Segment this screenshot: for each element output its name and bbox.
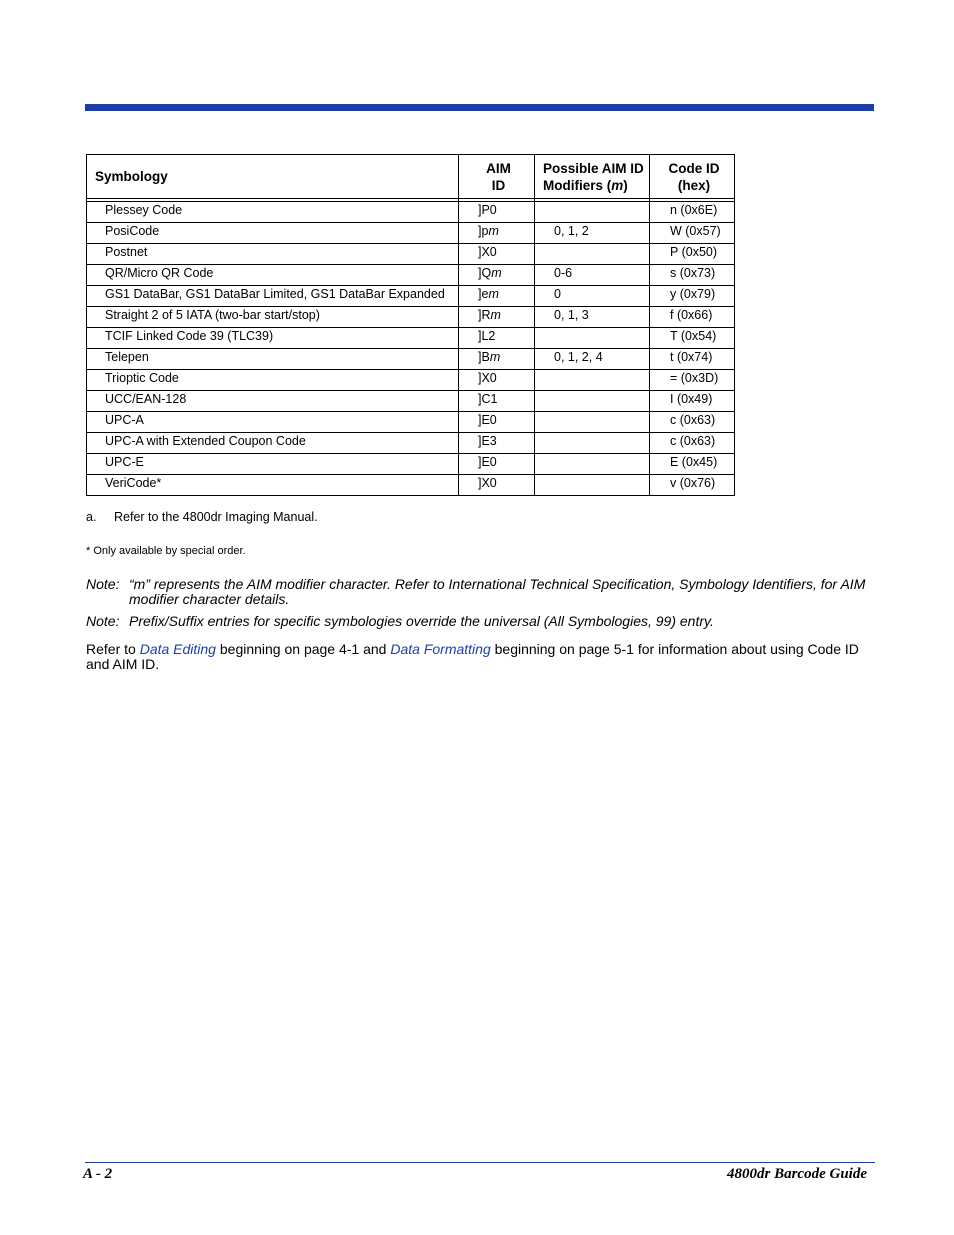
cell-symbology: TCIF Linked Code 39 (TLC39): [87, 328, 459, 349]
cell-code-id: T (0x54): [650, 328, 735, 349]
cell-symbology: QR/Micro QR Code: [87, 265, 459, 286]
cell-modifiers: [535, 391, 650, 412]
cell-aim-id: ]Qm: [459, 265, 535, 286]
cell-code-id: E (0x45): [650, 454, 735, 475]
cell-code-id: y (0x79): [650, 286, 735, 307]
cell-modifiers: [535, 475, 650, 496]
header-aim-id: AIM ID: [459, 155, 535, 199]
table-row: [87, 391, 735, 412]
cell-modifiers: 0-6: [535, 265, 650, 286]
table-row: [87, 307, 735, 328]
table-footnote: [86, 510, 318, 524]
cell-aim-id: ]E0: [459, 454, 535, 475]
note-prefix-suffix: [86, 614, 886, 630]
cell-symbology: UPC-A: [87, 412, 459, 433]
cell-symbology: Straight 2 of 5 IATA (two-bar start/stop): [87, 307, 459, 328]
cell-modifiers: [535, 370, 650, 391]
document-title: 4800dr Barcode Guide: [727, 1166, 867, 1182]
cell-aim-id: ]P0: [459, 202, 535, 223]
table-row: [87, 328, 735, 349]
table-row: [87, 223, 735, 244]
cell-aim-id: ]L2: [459, 328, 535, 349]
cell-code-id: W (0x57): [650, 223, 735, 244]
cell-modifiers: [535, 433, 650, 454]
note-text: Prefix/Suffix entries for specific symbologies override the universal (All Symbologies, 99) entry.: [129, 613, 714, 629]
cell-code-id: I (0x49): [650, 391, 735, 412]
header-rule: [85, 104, 874, 111]
cell-modifiers: 0, 1, 2, 4: [535, 349, 650, 370]
cell-symbology: VeriCode*: [87, 475, 459, 496]
cell-code-id: t (0x74): [650, 349, 735, 370]
table-row: [87, 454, 735, 475]
cell-code-id: f (0x66): [650, 307, 735, 328]
cell-symbology: Telepen: [87, 349, 459, 370]
data-formatting-link[interactable]: Data Formatting: [390, 641, 491, 657]
cell-code-id: n (0x6E): [650, 202, 735, 223]
note-label: Note:: [86, 576, 120, 592]
cell-code-id: c (0x63): [650, 412, 735, 433]
table-row: [87, 244, 735, 265]
cell-code-id: s (0x73): [650, 265, 735, 286]
note-label: Note:: [86, 613, 120, 629]
cell-aim-id: ]em: [459, 286, 535, 307]
cell-symbology: PosiCode: [87, 223, 459, 244]
cell-aim-id: ]E3: [459, 433, 535, 454]
footnote-text: Refer to the 4800dr Imaging Manual.: [114, 510, 318, 524]
cell-modifiers: 0: [535, 286, 650, 307]
cell-symbology: Postnet: [87, 244, 459, 265]
cell-aim-id: ]X0: [459, 244, 535, 265]
cell-code-id: P (0x50): [650, 244, 735, 265]
cell-code-id: v (0x76): [650, 475, 735, 496]
table-row: [87, 370, 735, 391]
note-text: “m” represents the AIM modifier character. Refer to International Technical Specification, Symbology Identifiers, for AIM modifier character details.: [129, 576, 866, 607]
table-row: [87, 412, 735, 433]
refer-paragraph: Refer to Data Editing beginning on page 4-1 and Data Formatting beginning on page 5-1 for information about using Code ID and AIM ID.: [86, 641, 859, 672]
cell-aim-id: ]X0: [459, 475, 535, 496]
symbology-table: [86, 154, 735, 496]
cell-symbology: GS1 DataBar, GS1 DataBar Limited, GS1 DataBar Expanded: [87, 286, 459, 307]
note-aim-modifier: [86, 577, 886, 609]
table-row: [87, 475, 735, 496]
table-body: [87, 199, 735, 496]
cell-modifiers: 0, 1, 3: [535, 307, 650, 328]
cell-modifiers: [535, 244, 650, 265]
footnote-marker: a.: [86, 510, 97, 524]
cell-modifiers: [535, 412, 650, 433]
cell-modifiers: [535, 454, 650, 475]
cell-modifiers: [535, 328, 650, 349]
table-header-row: [87, 155, 735, 199]
cell-symbology: Trioptic Code: [87, 370, 459, 391]
cell-aim-id: ]X0: [459, 370, 535, 391]
cell-modifiers: [535, 202, 650, 223]
header-modifiers: Possible AIM ID Modifiers (m): [535, 155, 650, 199]
cell-symbology: UCC/EAN-128: [87, 391, 459, 412]
cell-symbology: UPC-E: [87, 454, 459, 475]
table-row: [87, 433, 735, 454]
cell-aim-id: ]C1: [459, 391, 535, 412]
cell-aim-id: ]Rm: [459, 307, 535, 328]
header-code-id: Code ID (hex): [650, 155, 735, 199]
table-row: [87, 286, 735, 307]
cell-code-id: c (0x63): [650, 433, 735, 454]
cell-modifiers: 0, 1, 2: [535, 223, 650, 244]
table-row: [87, 265, 735, 286]
cell-code-id: = (0x3D): [650, 370, 735, 391]
table-row: [87, 349, 735, 370]
cell-aim-id: ]pm: [459, 223, 535, 244]
data-editing-link[interactable]: Data Editing: [139, 641, 216, 657]
cell-aim-id: ]E0: [459, 412, 535, 433]
table-row: [87, 202, 735, 223]
special-order-note: * Only available by special order.: [86, 545, 246, 557]
page-number: A - 2: [83, 1166, 113, 1182]
cell-symbology: UPC-A with Extended Coupon Code: [87, 433, 459, 454]
header-symbology: Symbology: [87, 155, 459, 199]
cell-symbology: Plessey Code: [87, 202, 459, 223]
cell-aim-id: ]Bm: [459, 349, 535, 370]
footer-rule: [85, 1162, 875, 1163]
